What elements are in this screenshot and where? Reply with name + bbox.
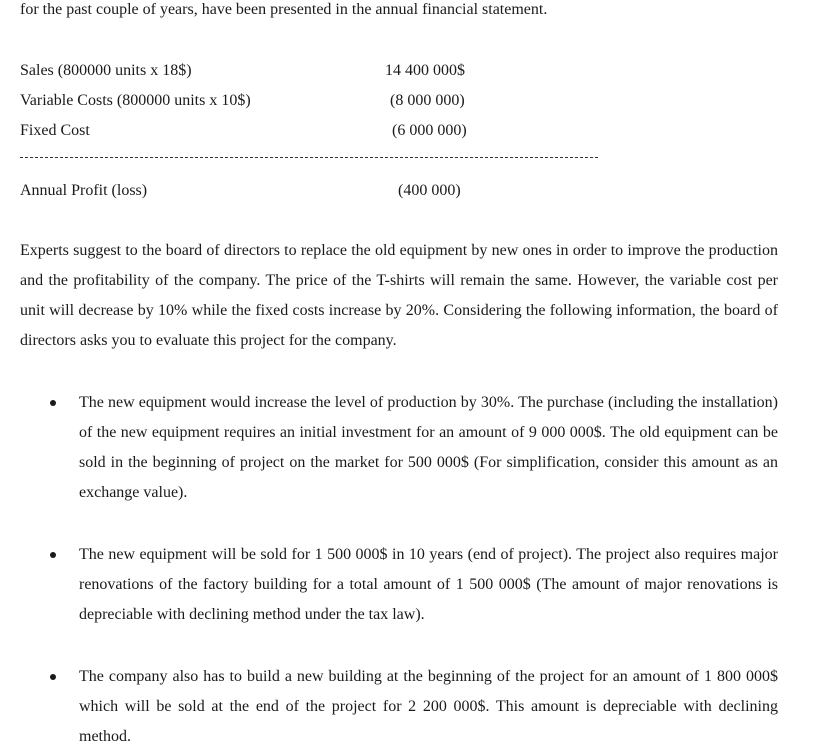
bullet-dot-1 <box>50 400 56 406</box>
sales-label: Sales (800000 units x 18$) <box>20 62 192 79</box>
annual-profit-value: (400 000) <box>398 182 461 199</box>
variable-costs-label: Variable Costs (800000 units x 10$) <box>20 92 251 109</box>
project-paragraph: Experts suggest to the board of directors to replace the old equipment by new ones in order to improve the production and the profitability of the company. The price of the T-shirts will remain the same. However, the variable cost per unit will decrease by 10% while the fixed costs increase by 20%. Considering the following information, the board of directors asks you to evaluate this project for the company. <box>20 242 778 349</box>
fixed-cost-value: (6 000 000) <box>392 122 467 139</box>
bullet-item-1: The new equipment would increase the level of production by 30%. The purchase (including the installation) of the new equipment requires an initial investment for an amount of 9 000 000$. The old equipment can be sold in the beginning of project on the market for 500 000$ (For simplification, consider this amount as an exchange value). <box>79 394 778 501</box>
bullet-dot-2 <box>50 552 56 558</box>
intro-line: for the past couple of years, have been presented in the annual financial statement. <box>20 1 548 18</box>
bullet-dot-3 <box>50 674 56 680</box>
fixed-cost-label: Fixed Cost <box>20 122 90 139</box>
variable-costs-value: (8 000 000) <box>390 92 465 109</box>
annual-profit-label: Annual Profit (loss) <box>20 182 148 199</box>
total-divider <box>20 157 598 158</box>
bullet-item-3: The company also has to build a new building at the beginning of the project for an amount of 1 800 000$ which will be sold at the end of the project for 2 200 000$. This amount is depreciable with declining method. <box>79 668 778 745</box>
sales-value: 14 400 000$ <box>385 62 465 79</box>
bullet-item-2: The new equipment will be sold for 1 500 000$ in 10 years (end of project). The project also requires major renovations of the factory building for a total amount of 1 500 000$ (The amount of major renovations is depreciable with declining method under the tax law). <box>79 546 778 623</box>
